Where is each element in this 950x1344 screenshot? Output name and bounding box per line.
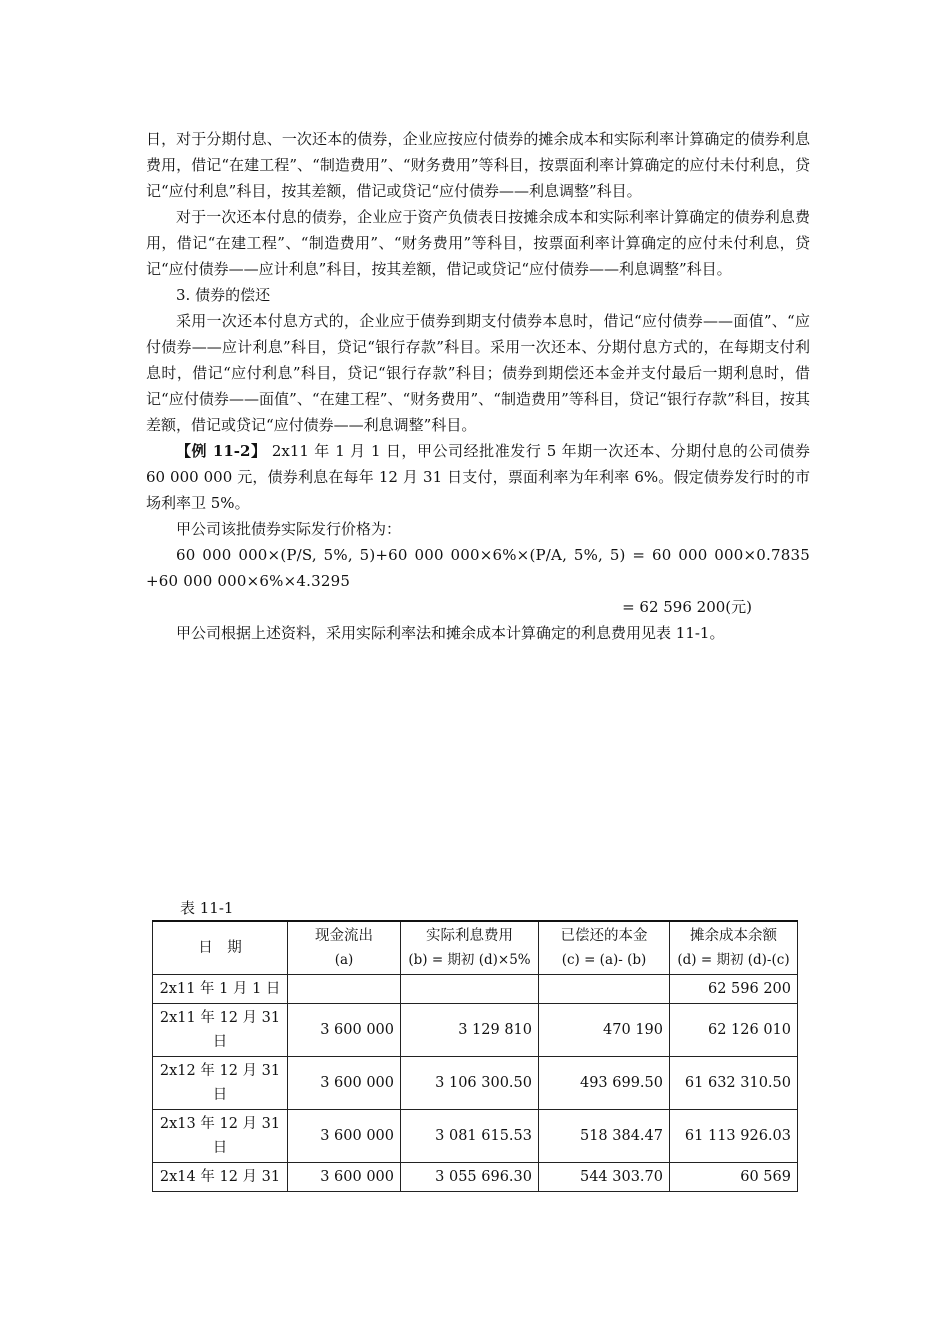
table-reference-text: 甲公司根据上述资料，采用实际利率法和摊余成本计算确定的利息费用见表 11-1。 — [176, 624, 725, 642]
cell-principal-repaid: 518 384.47 — [539, 1110, 670, 1163]
cell-cash-outflow: 3 600 000 — [288, 1057, 401, 1110]
cell-date: 2x11 年 12 月 31 日 — [153, 1004, 288, 1057]
cell-date: 2x12 年 12 月 31 日 — [153, 1057, 288, 1110]
header-cash-outflow: 现金流出 (a) — [288, 921, 401, 975]
paragraph-one-time-repayment: 对于一次还本付息的债券，企业应于资产负债表日按摊余成本和实际利率计算确定的债券利息费用，借记“在建工程”、“制造费用”、“财务费用”等科目，按票面利率计算确定的应付未付利息，贷记“应付债券——应计利息”科目，按其差额，借记或贷记“应付债券——利息调整”科目。 — [146, 208, 810, 278]
table-row — [153, 1057, 798, 1110]
cell-date: 2x13 年 12 月 31 日 — [153, 1110, 288, 1163]
cell-interest-expense: 3 106 300.50 — [401, 1057, 539, 1110]
table-header-row — [153, 921, 798, 975]
cell-date: 2x11 年 1 月 1 日 — [153, 975, 288, 1004]
issue-price-formula: 60 000 000×(P/S, 5%, 5)+60 000 000×6%×(P/A, 5%, 5) = 60 000 000×0.7835 +60 000 000×6%×4.3295 — [146, 546, 810, 590]
example-paragraph — [146, 438, 810, 516]
cell-interest-expense: 3 081 615.53 — [401, 1110, 539, 1163]
header-interest-expense: 实际利息费用 (b) = 期初 (d)×5% — [401, 921, 539, 975]
cell-cash-outflow: 3 600 000 — [288, 1004, 401, 1057]
issue-price-result: = 62 596 200(元) — [622, 598, 752, 616]
header-date: 日 期 — [153, 921, 288, 975]
paragraph-continued: 日，对于分期付息、一次还本的债券，企业应按应付债券的摊余成本和实际利率计算确定的债券利息费用，借记“在建工程”、“制造费用”、“财务费用”等科目，按票面利率计算确定的应付未付利息，贷记“应付利息”科目，按其差额，借记或贷记“应付债券——利息调整”科目。 — [146, 130, 810, 200]
cell-interest-expense: 3 055 696.30 — [401, 1163, 539, 1192]
table-row — [153, 975, 798, 1004]
cell-balance: 62 126 010 — [670, 1004, 798, 1057]
cell-cash-outflow: 3 600 000 — [288, 1110, 401, 1163]
cell-principal-repaid — [539, 975, 670, 1004]
cell-principal-repaid: 544 303.70 — [539, 1163, 670, 1192]
paragraph-repayment-methods: 采用一次还本付息方式的，企业应于债券到期支付债券本息时，借记“应付债券——面值”、“应付债券——应计利息”科目，贷记“银行存款”科目。采用一次还本、分期付息方式的，在每期支付利息时，借记“应付利息”科目，贷记“银行存款”科目；债券到期偿还本金并支付最后一期利息时，借记“应付债券——面值”、“在建工程”、“财务费用”、“制造费用”等科目，贷记“银行存款”科目，按其差额，借记或贷记“应付债券——利息调整”科目。 — [146, 312, 810, 434]
table-caption: 表 11-1 — [180, 899, 234, 917]
cell-balance: 61 113 926.03 — [670, 1110, 798, 1163]
table-row — [153, 1004, 798, 1057]
header-amortized-balance: 摊余成本余额 (d) = 期初 (d)-(c) — [670, 921, 798, 975]
cell-balance: 60 569 — [670, 1163, 798, 1192]
section-heading-bond-repayment: 3. 债券的偿还 — [176, 286, 271, 304]
example-text: 2x11 年 1 月 1 日，甲公司经批准发行 5 年期一次还本、分期付息的公司债券 60 000 000 元，债券利息在每年 12 月 31 日支付，票面利率为年利率 6%。假定债券发行时的市场利率卫 5%。 — [146, 442, 810, 512]
cell-balance: 62 596 200 — [670, 975, 798, 1004]
table-row — [153, 1110, 798, 1163]
table-row — [153, 1163, 798, 1192]
header-principal-repaid: 已偿还的本金 (c) = (a)- (b) — [539, 921, 670, 975]
cell-principal-repaid: 470 190 — [539, 1004, 670, 1057]
cell-balance: 61 632 310.50 — [670, 1057, 798, 1110]
cell-cash-outflow: 3 600 000 — [288, 1163, 401, 1192]
amortization-table — [152, 920, 798, 1192]
cell-interest-expense — [401, 975, 539, 1004]
body-text — [146, 126, 810, 646]
example-tag: 【例 11-2】 — [176, 442, 267, 460]
cell-interest-expense: 3 129 810 — [401, 1004, 539, 1057]
cell-principal-repaid: 493 699.50 — [539, 1057, 670, 1110]
cell-date: 2x14 年 12 月 31 — [153, 1163, 288, 1192]
issue-price-intro: 甲公司该批债券实际发行价格为： — [176, 520, 402, 538]
cell-cash-outflow — [288, 975, 401, 1004]
